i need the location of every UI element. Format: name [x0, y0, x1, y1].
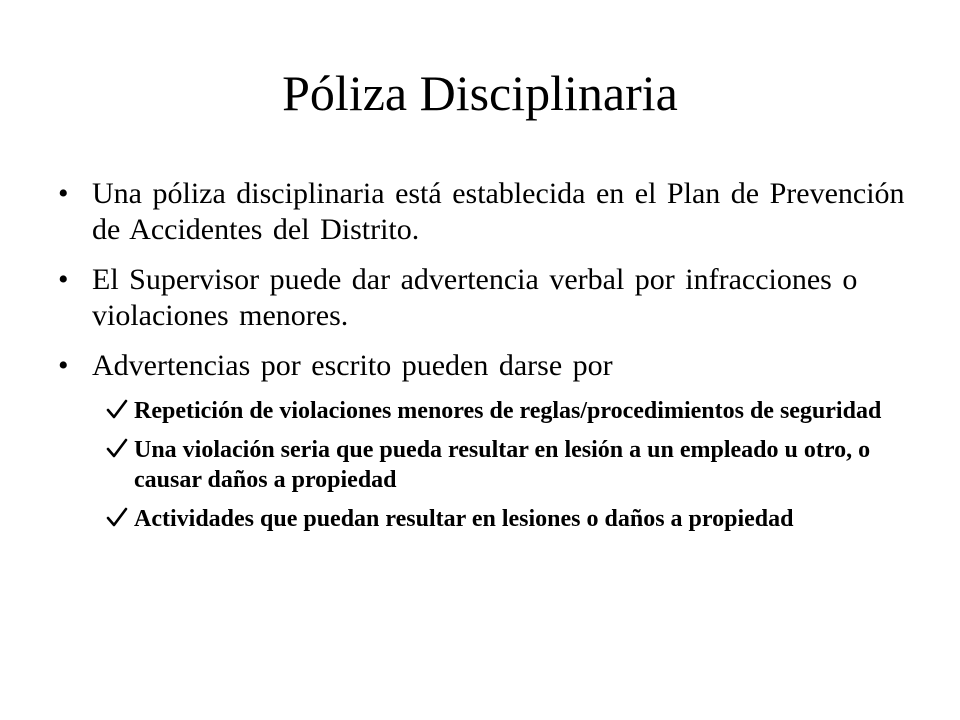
bullet-dot-icon: •	[58, 349, 69, 382]
sub-bullet-text: Una violación seria que pueda resultar en lesión a un empleado u otro, o causar daños a propiedad	[134, 437, 871, 493]
sub-bullet-item	[104, 504, 924, 534]
checkmark-icon	[106, 398, 128, 420]
slide-title: Póliza Disciplinaria	[282, 65, 678, 121]
sub-bullet-item	[104, 396, 924, 426]
bullet-item	[58, 348, 918, 384]
sub-bullet-text: Repetición de violaciones menores de reglas/procedimientos de seguridad	[134, 398, 882, 424]
bullet-text: El Supervisor puede dar advertencia verbal por infracciones o violaciones menores.	[92, 263, 858, 332]
bullet-text: Advertencias por escrito pueden darse por	[92, 349, 613, 382]
sub-bullet-text: Actividades que puedan resultar en lesiones o daños a propiedad	[134, 506, 794, 532]
checkmark-icon	[106, 506, 128, 528]
slide-content	[58, 176, 918, 543]
bullet-item	[58, 262, 918, 334]
bullet-text: Una póliza disciplinaria está establecida en el Plan de Prevención de Accidentes del Distrito.	[92, 177, 905, 246]
sub-bullet-list	[58, 396, 918, 534]
bullet-dot-icon: •	[58, 177, 69, 210]
bullet-item	[58, 176, 918, 248]
bullet-dot-icon: •	[58, 263, 69, 296]
sub-bullet-item	[104, 435, 924, 495]
checkmark-icon	[106, 437, 128, 459]
